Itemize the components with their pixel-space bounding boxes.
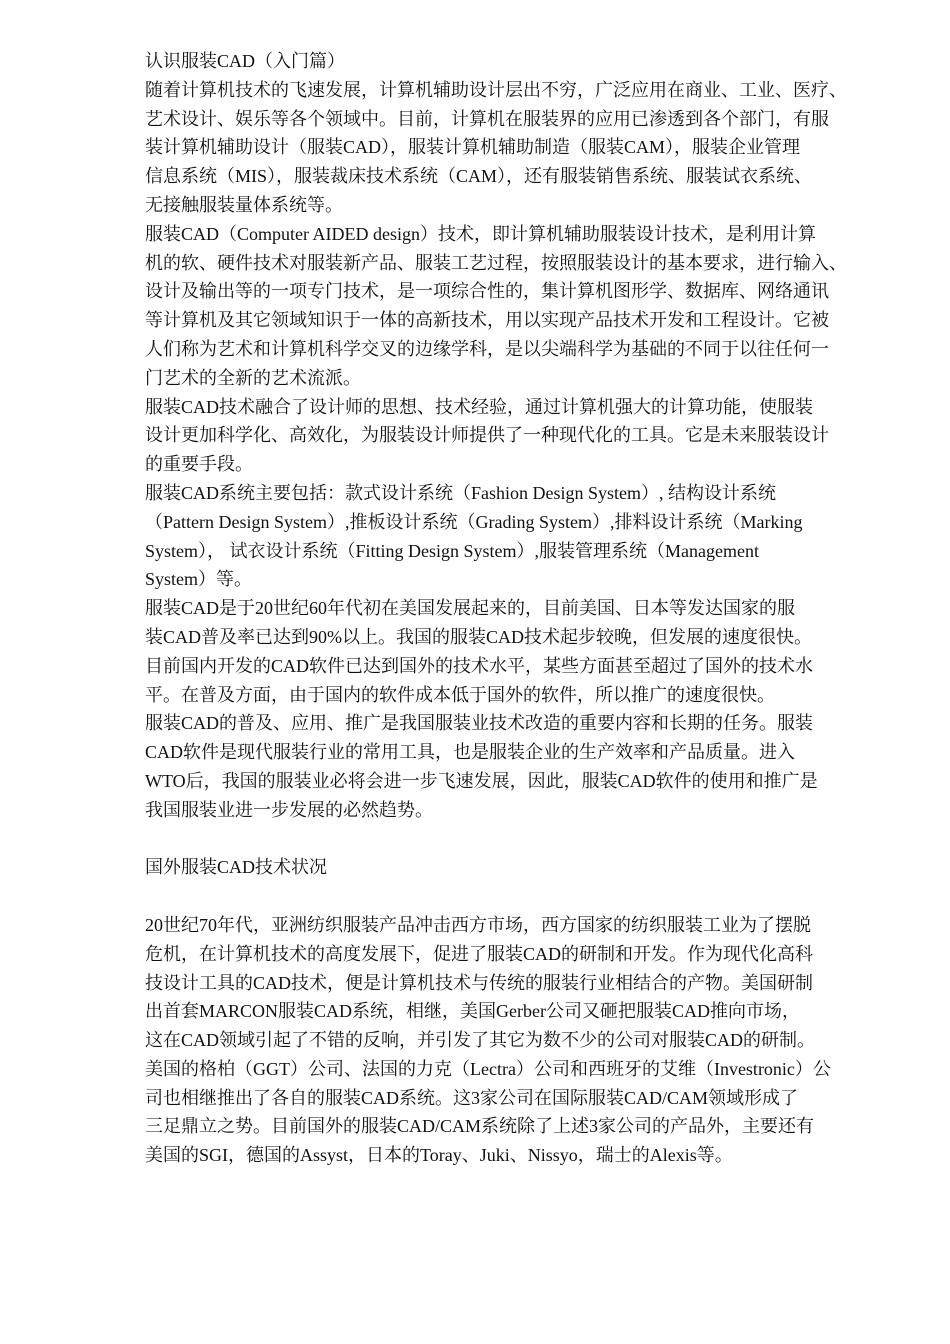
text-line: 服装CAD的普及、应用、推广是我国服装业技术改造的重要内容和长期的任务。服装 — [145, 713, 814, 734]
text-line: 目前国内开发的CAD软件已达到国外的技术水平，某些方面甚至超过了国外的技术水 — [145, 655, 814, 676]
text-line: 随着计算机技术的飞速发展，计算机辅助设计层出不穷，广泛应用在商业、工业、医疗、 — [145, 79, 847, 100]
text-line: System）等。 — [145, 569, 253, 590]
text-line: 服装CAD（Computer AIDED design）技术，即计算机辅助服装设计技术，是利用计算 — [145, 223, 816, 244]
text-line: 信息系统（MIS），服装裁床技术系统（CAM），还有服装销售系统、服装试衣系统、 — [145, 166, 813, 187]
section-title: 国外服装CAD技术状况 — [145, 857, 328, 878]
text-line: 设计更加科学化、高效化，为服装设计师提供了一种现代化的工具。它是未来服装设计 — [145, 425, 829, 446]
paragraph-benefits — [145, 393, 890, 479]
text-line: 服装CAD是于20世纪60年代初在美国发展起来的，目前美国、日本等发达国家的服 — [145, 598, 796, 619]
text-line: CAD软件是现代服装行业的常用工具，也是服装企业的生产效率和产品质量。进入 — [145, 742, 796, 763]
text-line: 技设计工具的CAD技术，便是计算机技术与传统的服装行业相结合的产物。美国研制 — [145, 972, 814, 993]
text-line: 这在CAD领域引起了不错的反响，并引发了其它为数不少的公司对服装CAD的研制。 — [145, 1030, 816, 1051]
document-title: 认识服装CAD（入门篇） — [145, 51, 346, 71]
text-line: 装计算机辅助设计（服装CAD），服装计算机辅助制造（服装CAM），服装企业管理 — [145, 137, 801, 158]
text-line: 艺术设计、娱乐等各个领域中。目前，计算机在服装界的应用已渗透到各个部门，有服 — [145, 108, 829, 129]
text-line: 司也相继推出了各自的服装CAD系统。这3家公司在国际服装CAD/CAM领域形成了 — [145, 1087, 799, 1108]
text-line: 设计及输出等的一项专门技术，是一项综合性的，集计算机图形学、数据库、网络通讯 — [145, 281, 829, 302]
text-line: 机的软、硬件技术对服装新产品、服装工艺过程，按照服装设计的基本要求，进行输入、 — [145, 252, 847, 273]
text-line: 危机，在计算机技术的高度发展下，促进了服装CAD的研制和开发。作为现代化高科 — [145, 943, 814, 964]
text-line: 美国的格柏（GGT）公司、法国的力克（Lectra）公司和西班牙的艾维（Investronic）公 — [145, 1058, 831, 1079]
text-line: 服装CAD技术融合了设计师的思想、技术经验，通过计算机强大的计算功能，使服装 — [145, 396, 814, 417]
paragraph-definition — [145, 220, 890, 393]
text-line: 平。在普及方面，由于国内的软件成本低于国外的软件，所以推广的速度很快。 — [145, 684, 775, 705]
text-line: （Pattern Design System）,推板设计系统（Grading System）,排料设计系统（Marking — [145, 511, 803, 532]
text-line: 20世纪70年代，亚洲纺织服装产品冲击西方市场，西方国家的纺织服装工业为了摆脱 — [145, 914, 811, 935]
text-line: 无接触服装量体系统等。 — [145, 194, 343, 215]
text-line: System）， 试衣设计系统（Fitting Design System）,服装管理系统（Management — [145, 540, 759, 561]
text-line: 美国的SGI，德国的Assyst，日本的Toray、Juki、Nissyo，瑞士的Alexis等。 — [145, 1145, 733, 1166]
text-line: 人们称为艺术和计算机科学交叉的边缘学科，是以尖端科学为基础的不同于以往任何一 — [145, 338, 829, 359]
text-line: 的重要手段。 — [145, 454, 253, 475]
text-line: 服装CAD系统主要包括：款式设计系统（Fashion Design System）, 结构设计系统 — [145, 482, 777, 503]
paragraph-intro — [145, 76, 890, 220]
document-page — [145, 47, 890, 1170]
text-line: 三足鼎立之势。目前国外的服装CAD/CAM系统除了上述3家公司的产品外，主要还有 — [145, 1116, 815, 1137]
blank-line — [145, 882, 890, 911]
text-line: 出首套MARCON服装CAD系统，相继，美国Gerber公司又砸把服装CAD推向市场， — [145, 1001, 800, 1022]
text-line: 装CAD普及率已达到90%以上。我国的服装CAD技术起步较晚，但发展的速度很快。 — [145, 626, 812, 647]
text-line: 我国服装业进一步发展的必然趋势。 — [145, 799, 433, 820]
paragraph-history — [145, 594, 890, 709]
text-line: 等计算机及其它领域知识于一体的高新技术，用以实现产品技术开发和工程设计。它被 — [145, 310, 829, 331]
paragraph-foreign-status — [145, 911, 890, 1170]
text-line: WTO后，我国的服装业必将会进一步飞速发展，因此，服装CAD软件的使用和推广是 — [145, 770, 818, 791]
paragraph-systems — [145, 479, 890, 594]
paragraph-outlook — [145, 709, 890, 824]
blank-line — [145, 825, 890, 854]
text-line: 门艺术的全新的艺术流派。 — [145, 367, 361, 388]
